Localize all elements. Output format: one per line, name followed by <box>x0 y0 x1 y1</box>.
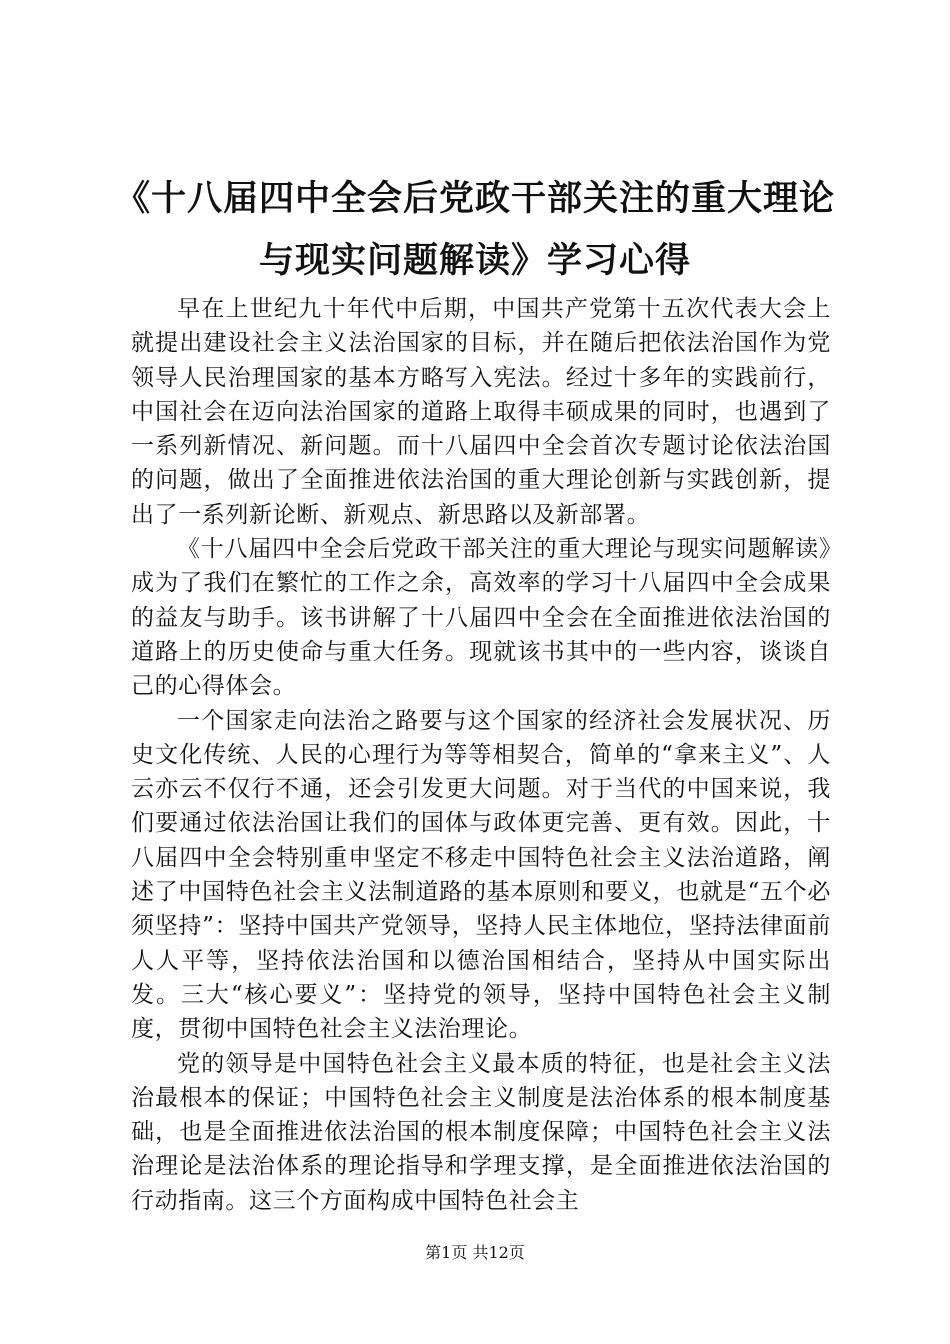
document-body <box>131 292 831 1218</box>
page-footer <box>0 1240 950 1263</box>
title-line-1: 《十八届四中全会后党政干部关注的重大理论 <box>114 178 835 219</box>
page-number-label: 第1页 共12页 <box>425 1243 525 1262</box>
paragraph-4: 党的领导是中国特色社会主义最本质的特征，也是社会主义法治最根本的保证；中国特色社会主义制度是法治体系的根本制度基础，也是全面推进依法治国的根本制度保障；中国特色社会主义法治理论是法治体系的理论指导和学理支撑，是全面推进依法治国的行动指南。这三个方面构成中国特色社会主 <box>131 1050 831 1214</box>
document-title <box>110 168 840 292</box>
title-line-2: 与现实问题解读》学习心得 <box>258 240 691 281</box>
paragraph-2: 《十八届四中全会后党政干部关注的重大理论与现实问题解读》成为了我们在繁忙的工作之余，高效率的学习十八届四中全会成果的益友与助手。该书讲解了十八届四中全会在全面推进依法治国的道路上的历史使命与重大任务。现就该书其中的一些内容，谈谈自己的心得体会。 <box>131 536 831 700</box>
paragraph-1: 早在上世纪九十年代中后期，中国共产党第十五次代表大会上就提出建设社会主义法治国家的目标，并在随后把依法治国作为党领导人民治理国家的基本方略写入宪法。经过十多年的实践前行，中国社会在迈向法治国家的道路上取得丰硕成果的同时，也遇到了一系列新情况、新问题。而十八届四中全会首次专题讨论依法治国的问题，做出了全面推进依法治国的重大理论创新与实践创新，提出了一系列新论断、新观点、新思路以及新部署。 <box>131 296 831 528</box>
paragraph-3: 一个国家走向法治之路要与这个国家的经济社会发展状况、历史文化传统、人民的心理行为等等相契合，简单的“拿来主义”、人云亦云不仅行不通，还会引发更大问题。对于当代的中国来说，我们要通过依法治国让我们的国体与政体更完善、更有效。因此，十八届四中全会特别重申坚定不移走中国特色社会主义法治道路，阐述了中国特色社会主义法制道路的基本原则和要义，也就是“五个必须坚持”：坚持中国共产党领导，坚持人民主体地位，坚持法律面前人人平等，坚持依法治国和以德治国相结合，坚持从中国实际出发。三大“核心要义”：坚持党的领导，坚持中国特色社会主义制度，贯彻中国特色社会主义法治理论。 <box>131 707 831 1043</box>
